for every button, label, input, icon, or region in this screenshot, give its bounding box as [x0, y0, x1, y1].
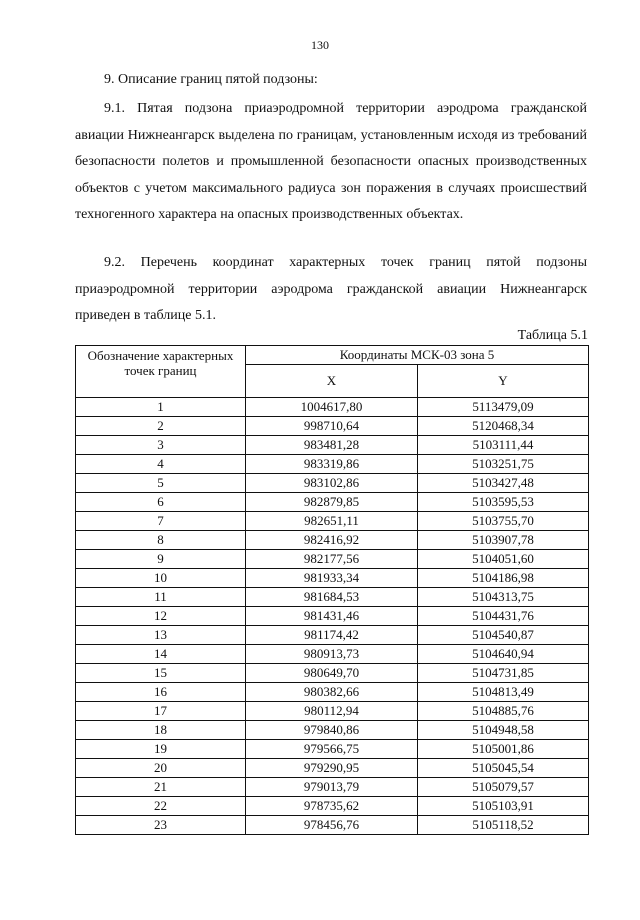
- cell-coordinate-y: 5104313,75: [418, 588, 589, 607]
- table-row: [76, 740, 589, 759]
- paragraph-9-1: 9.1. Пятая подзона приаэродромной территории аэродрома гражданской авиации Нижнеангарск выделена по границам, установленным исходя из требований безопасности полетов и промышленной безопасности опасных производственных объектов с учетом максимального радиуса зон поражения в случаях происшествий техногенного характера на опасных производственных объектах.: [75, 101, 587, 222]
- cell-point-number: 3: [76, 436, 246, 455]
- cell-coordinate-x: 982416,92: [246, 531, 418, 550]
- paragraph-9-2: 9.2. Перечень координат характерных точек границ пятой подзоны приаэродромной территории аэродрома гражданской авиации Нижнеангарск приведен в таблице 5.1.: [75, 255, 587, 323]
- cell-coordinate-y: 5103755,70: [418, 512, 589, 531]
- cell-coordinate-x: 979840,86: [246, 721, 418, 740]
- cell-coordinate-x: 978456,76: [246, 816, 418, 835]
- table-row: [76, 436, 589, 455]
- cell-point-number: 15: [76, 664, 246, 683]
- cell-coordinate-x: 983319,86: [246, 455, 418, 474]
- cell-coordinate-x: 983102,86: [246, 474, 418, 493]
- cell-point-number: 16: [76, 683, 246, 702]
- cell-point-number: 11: [76, 588, 246, 607]
- cell-coordinate-x: 981431,46: [246, 607, 418, 626]
- table-row: [76, 512, 589, 531]
- table-row: [76, 531, 589, 550]
- cell-point-number: 12: [76, 607, 246, 626]
- cell-coordinate-y: 5104540,87: [418, 626, 589, 645]
- table-row: [76, 664, 589, 683]
- cell-point-number: 10: [76, 569, 246, 588]
- cell-coordinate-y: 5103427,48: [418, 474, 589, 493]
- cell-coordinate-x: 980112,94: [246, 702, 418, 721]
- cell-coordinate-y: 5104731,85: [418, 664, 589, 683]
- cell-coordinate-y: 5120468,34: [418, 417, 589, 436]
- cell-coordinate-x: 998710,64: [246, 417, 418, 436]
- table-row: [76, 455, 589, 474]
- cell-coordinate-y: 5103251,75: [418, 455, 589, 474]
- table-row: [76, 474, 589, 493]
- cell-coordinate-y: 5104948,58: [418, 721, 589, 740]
- cell-coordinate-x: 983481,28: [246, 436, 418, 455]
- table-row: [76, 721, 589, 740]
- table-row: [76, 702, 589, 721]
- cell-point-number: 2: [76, 417, 246, 436]
- table-row: [76, 588, 589, 607]
- cell-coordinate-x: 978735,62: [246, 797, 418, 816]
- cell-point-number: 14: [76, 645, 246, 664]
- cell-coordinate-x: 982651,11: [246, 512, 418, 531]
- cell-coordinate-x: 979290,95: [246, 759, 418, 778]
- cell-point-number: 21: [76, 778, 246, 797]
- table-row: [76, 417, 589, 436]
- table-row: [76, 550, 589, 569]
- cell-point-number: 23: [76, 816, 246, 835]
- header-points: Обозначение характерных точек границ: [76, 346, 246, 398]
- cell-coordinate-x: 980913,73: [246, 645, 418, 664]
- cell-coordinate-x: 979013,79: [246, 778, 418, 797]
- cell-coordinate-x: 981684,53: [246, 588, 418, 607]
- table-row: [76, 816, 589, 835]
- cell-coordinate-y: 5104431,76: [418, 607, 589, 626]
- cell-point-number: 18: [76, 721, 246, 740]
- cell-point-number: 22: [76, 797, 246, 816]
- cell-coordinate-y: 5105001,86: [418, 740, 589, 759]
- page-number: 130: [311, 38, 329, 52]
- cell-coordinate-x: 982177,56: [246, 550, 418, 569]
- cell-coordinate-y: 5104640,94: [418, 645, 589, 664]
- cell-coordinate-y: 5113479,09: [418, 398, 589, 417]
- table-header-row: [76, 346, 589, 365]
- table-row: [76, 569, 589, 588]
- table-row: [76, 683, 589, 702]
- table-body: [76, 398, 589, 835]
- header-y: Y: [418, 365, 589, 398]
- cell-point-number: 13: [76, 626, 246, 645]
- cell-coordinate-x: 979566,75: [246, 740, 418, 759]
- cell-coordinate-y: 5104885,76: [418, 702, 589, 721]
- cell-point-number: 4: [76, 455, 246, 474]
- coordinates-table: [75, 345, 589, 835]
- cell-coordinate-y: 5105118,52: [418, 816, 589, 835]
- cell-coordinate-x: 982879,85: [246, 493, 418, 512]
- cell-coordinate-y: 5103595,53: [418, 493, 589, 512]
- header-coordinates: Координаты МСК-03 зона 5: [246, 346, 589, 365]
- table-row: [76, 626, 589, 645]
- cell-point-number: 20: [76, 759, 246, 778]
- cell-point-number: 6: [76, 493, 246, 512]
- cell-coordinate-y: 5104186,98: [418, 569, 589, 588]
- table-row: [76, 759, 589, 778]
- header-x: X: [246, 365, 418, 398]
- cell-coordinate-x: 980649,70: [246, 664, 418, 683]
- table-row: [76, 607, 589, 626]
- cell-coordinate-y: 5104051,60: [418, 550, 589, 569]
- cell-point-number: 5: [76, 474, 246, 493]
- cell-coordinate-y: 5105045,54: [418, 759, 589, 778]
- cell-coordinate-y: 5104813,49: [418, 683, 589, 702]
- cell-point-number: 8: [76, 531, 246, 550]
- table-row: [76, 493, 589, 512]
- table-caption: Таблица 5.1: [517, 328, 588, 343]
- table-row: [76, 645, 589, 664]
- table-row: [76, 797, 589, 816]
- cell-coordinate-y: 5105103,91: [418, 797, 589, 816]
- cell-coordinate-y: 5105079,57: [418, 778, 589, 797]
- cell-coordinate-x: 1004617,80: [246, 398, 418, 417]
- cell-point-number: 1: [76, 398, 246, 417]
- cell-point-number: 19: [76, 740, 246, 759]
- cell-point-number: 7: [76, 512, 246, 531]
- cell-coordinate-x: 980382,66: [246, 683, 418, 702]
- table-row: [76, 398, 589, 417]
- cell-coordinate-y: 5103111,44: [418, 436, 589, 455]
- table-row: [76, 778, 589, 797]
- cell-coordinate-x: 981174,42: [246, 626, 418, 645]
- cell-coordinate-x: 981933,34: [246, 569, 418, 588]
- cell-point-number: 9: [76, 550, 246, 569]
- section-heading: 9. Описание границ пятой подзоны:: [104, 72, 318, 87]
- cell-coordinate-y: 5103907,78: [418, 531, 589, 550]
- cell-point-number: 17: [76, 702, 246, 721]
